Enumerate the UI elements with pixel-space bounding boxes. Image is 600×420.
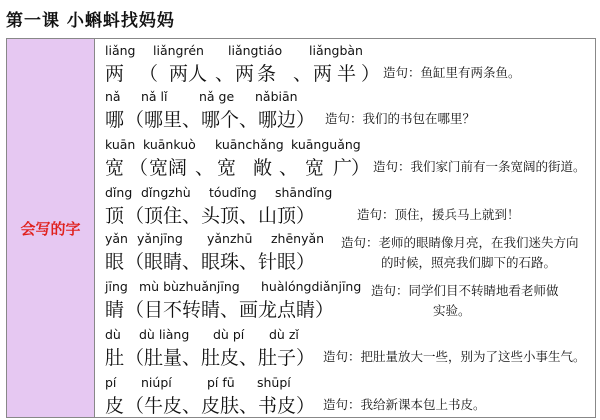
- hanzi: 、: [279, 157, 299, 179]
- pinyin: yǎnzhū: [207, 231, 253, 246]
- hanzi: 、: [215, 63, 235, 85]
- vocab-row: [95, 373, 595, 420]
- pinyin: dù pí: [213, 327, 245, 342]
- vocab-row: [95, 41, 595, 88]
- hanzi: 宽: [305, 157, 325, 179]
- example-sentence: 造句：我给新课本包上书皮。: [323, 397, 486, 412]
- pinyin: dǐng: [105, 185, 133, 200]
- pinyin: jīng: [105, 279, 128, 294]
- hanzi: 皮: [105, 395, 125, 417]
- pinyin: kuānchǎng: [215, 137, 284, 152]
- pinyin: mù bùzhuǎnjīng: [139, 279, 240, 294]
- pinyin: nǎ: [105, 89, 121, 104]
- pinyin: liǎng: [105, 43, 136, 58]
- pinyin: pí fū: [207, 375, 235, 390]
- hanzi: 哪: [105, 109, 125, 131]
- hanzi: 两: [313, 63, 333, 85]
- hanzi: 、: [195, 157, 215, 179]
- pinyin: kuān: [105, 137, 136, 152]
- hanzi: 宽: [105, 157, 125, 179]
- hanzi: 两人: [169, 63, 208, 85]
- vocab-row: [95, 229, 595, 276]
- hanzi: 敞: [253, 157, 273, 179]
- pinyin: yǎnjīng: [137, 231, 183, 246]
- hanzi: 宽: [217, 157, 237, 179]
- example-sentence-cont: 的时候，照亮我们脚下的石路。: [381, 255, 557, 270]
- hanzi: （顶住、头顶、山顶）: [125, 205, 316, 227]
- hanzi: 两: [235, 63, 255, 85]
- hanzi: （: [139, 63, 159, 85]
- example-sentence: 造句：顶住，援兵马上就到！: [357, 207, 520, 222]
- hanzi: 顶: [105, 205, 125, 227]
- hanzi: 广: [333, 157, 353, 179]
- example-sentence: 造句：我们的书包在哪里？: [325, 111, 476, 126]
- hanzi: ）: [361, 63, 381, 85]
- hanzi: （目不转睛、画龙点睛）: [125, 299, 335, 321]
- example-sentence: 造句：把肚量放大一些，别为了这些小事生气。: [323, 349, 586, 364]
- pinyin: nǎ lǐ: [141, 89, 168, 104]
- vocab-row: [95, 87, 595, 134]
- vocab-row: [95, 325, 595, 372]
- example-sentence: 造句：鱼缸里有两条鱼。: [383, 65, 521, 80]
- hanzi: 宽阔: [149, 157, 188, 179]
- hanzi: 条: [257, 63, 277, 85]
- pinyin: dù zǐ: [269, 327, 299, 342]
- vocab-row: [95, 277, 595, 324]
- pinyin: kuānguǎng: [291, 137, 361, 152]
- pinyin: kuānkuò: [143, 137, 196, 152]
- hanzi: 肚: [105, 347, 125, 369]
- example-sentence: 造句：同学们目不转睛地看老师做: [371, 283, 559, 298]
- pinyin: dù: [105, 327, 121, 342]
- pinyin: huàlóngdiǎnjīng: [261, 279, 362, 294]
- example-sentence-cont: 实验。: [433, 303, 471, 318]
- example-sentence: 造句：我们家门前有一条宽阔的街道。: [373, 159, 586, 174]
- vocab-row: [95, 135, 595, 182]
- vocab-row: [95, 183, 595, 230]
- example-sentence: 造句：老师的眼睛像月亮，在我们迷失方向: [341, 235, 579, 250]
- pinyin: tóudǐng: [209, 185, 257, 200]
- vocab-table: [6, 38, 596, 418]
- pinyin: liǎngtiáo: [228, 43, 283, 58]
- hanzi: （牛皮、皮肤、书皮）: [125, 395, 316, 417]
- hanzi: （哪里、哪个、哪边）: [125, 109, 316, 131]
- hanzi: （: [129, 157, 149, 179]
- hanzi: 睛: [105, 299, 125, 321]
- pinyin: zhēnyǎn: [271, 231, 325, 246]
- hanzi: 眼: [105, 251, 125, 273]
- page-title: 第一课 小蝌蚪找妈妈: [6, 11, 175, 31]
- hanzi: （肚量、肚皮、肚子）: [125, 347, 316, 369]
- section-label: 会写的字: [20, 219, 81, 238]
- pinyin: nǎbiān: [255, 89, 298, 104]
- hanzi: 半: [337, 63, 357, 85]
- pinyin: dù liàng: [139, 327, 190, 342]
- hanzi: （眼睛、眼珠、针眼）: [125, 251, 316, 273]
- pinyin: shūpí: [257, 375, 291, 390]
- pinyin: liǎngrén: [153, 43, 204, 58]
- hanzi: ）: [351, 157, 371, 179]
- pinyin: niúpí: [141, 375, 172, 390]
- pinyin: dǐngzhù: [141, 185, 191, 200]
- hanzi: 两: [105, 63, 125, 85]
- pinyin: yǎn: [105, 231, 128, 246]
- pinyin: pí: [105, 375, 117, 390]
- pinyin: liǎngbàn: [309, 43, 363, 58]
- pinyin: nǎ ge: [199, 89, 235, 104]
- pinyin: shāndǐng: [275, 185, 333, 200]
- section-label-cell: [7, 39, 95, 417]
- hanzi: 、: [293, 63, 313, 85]
